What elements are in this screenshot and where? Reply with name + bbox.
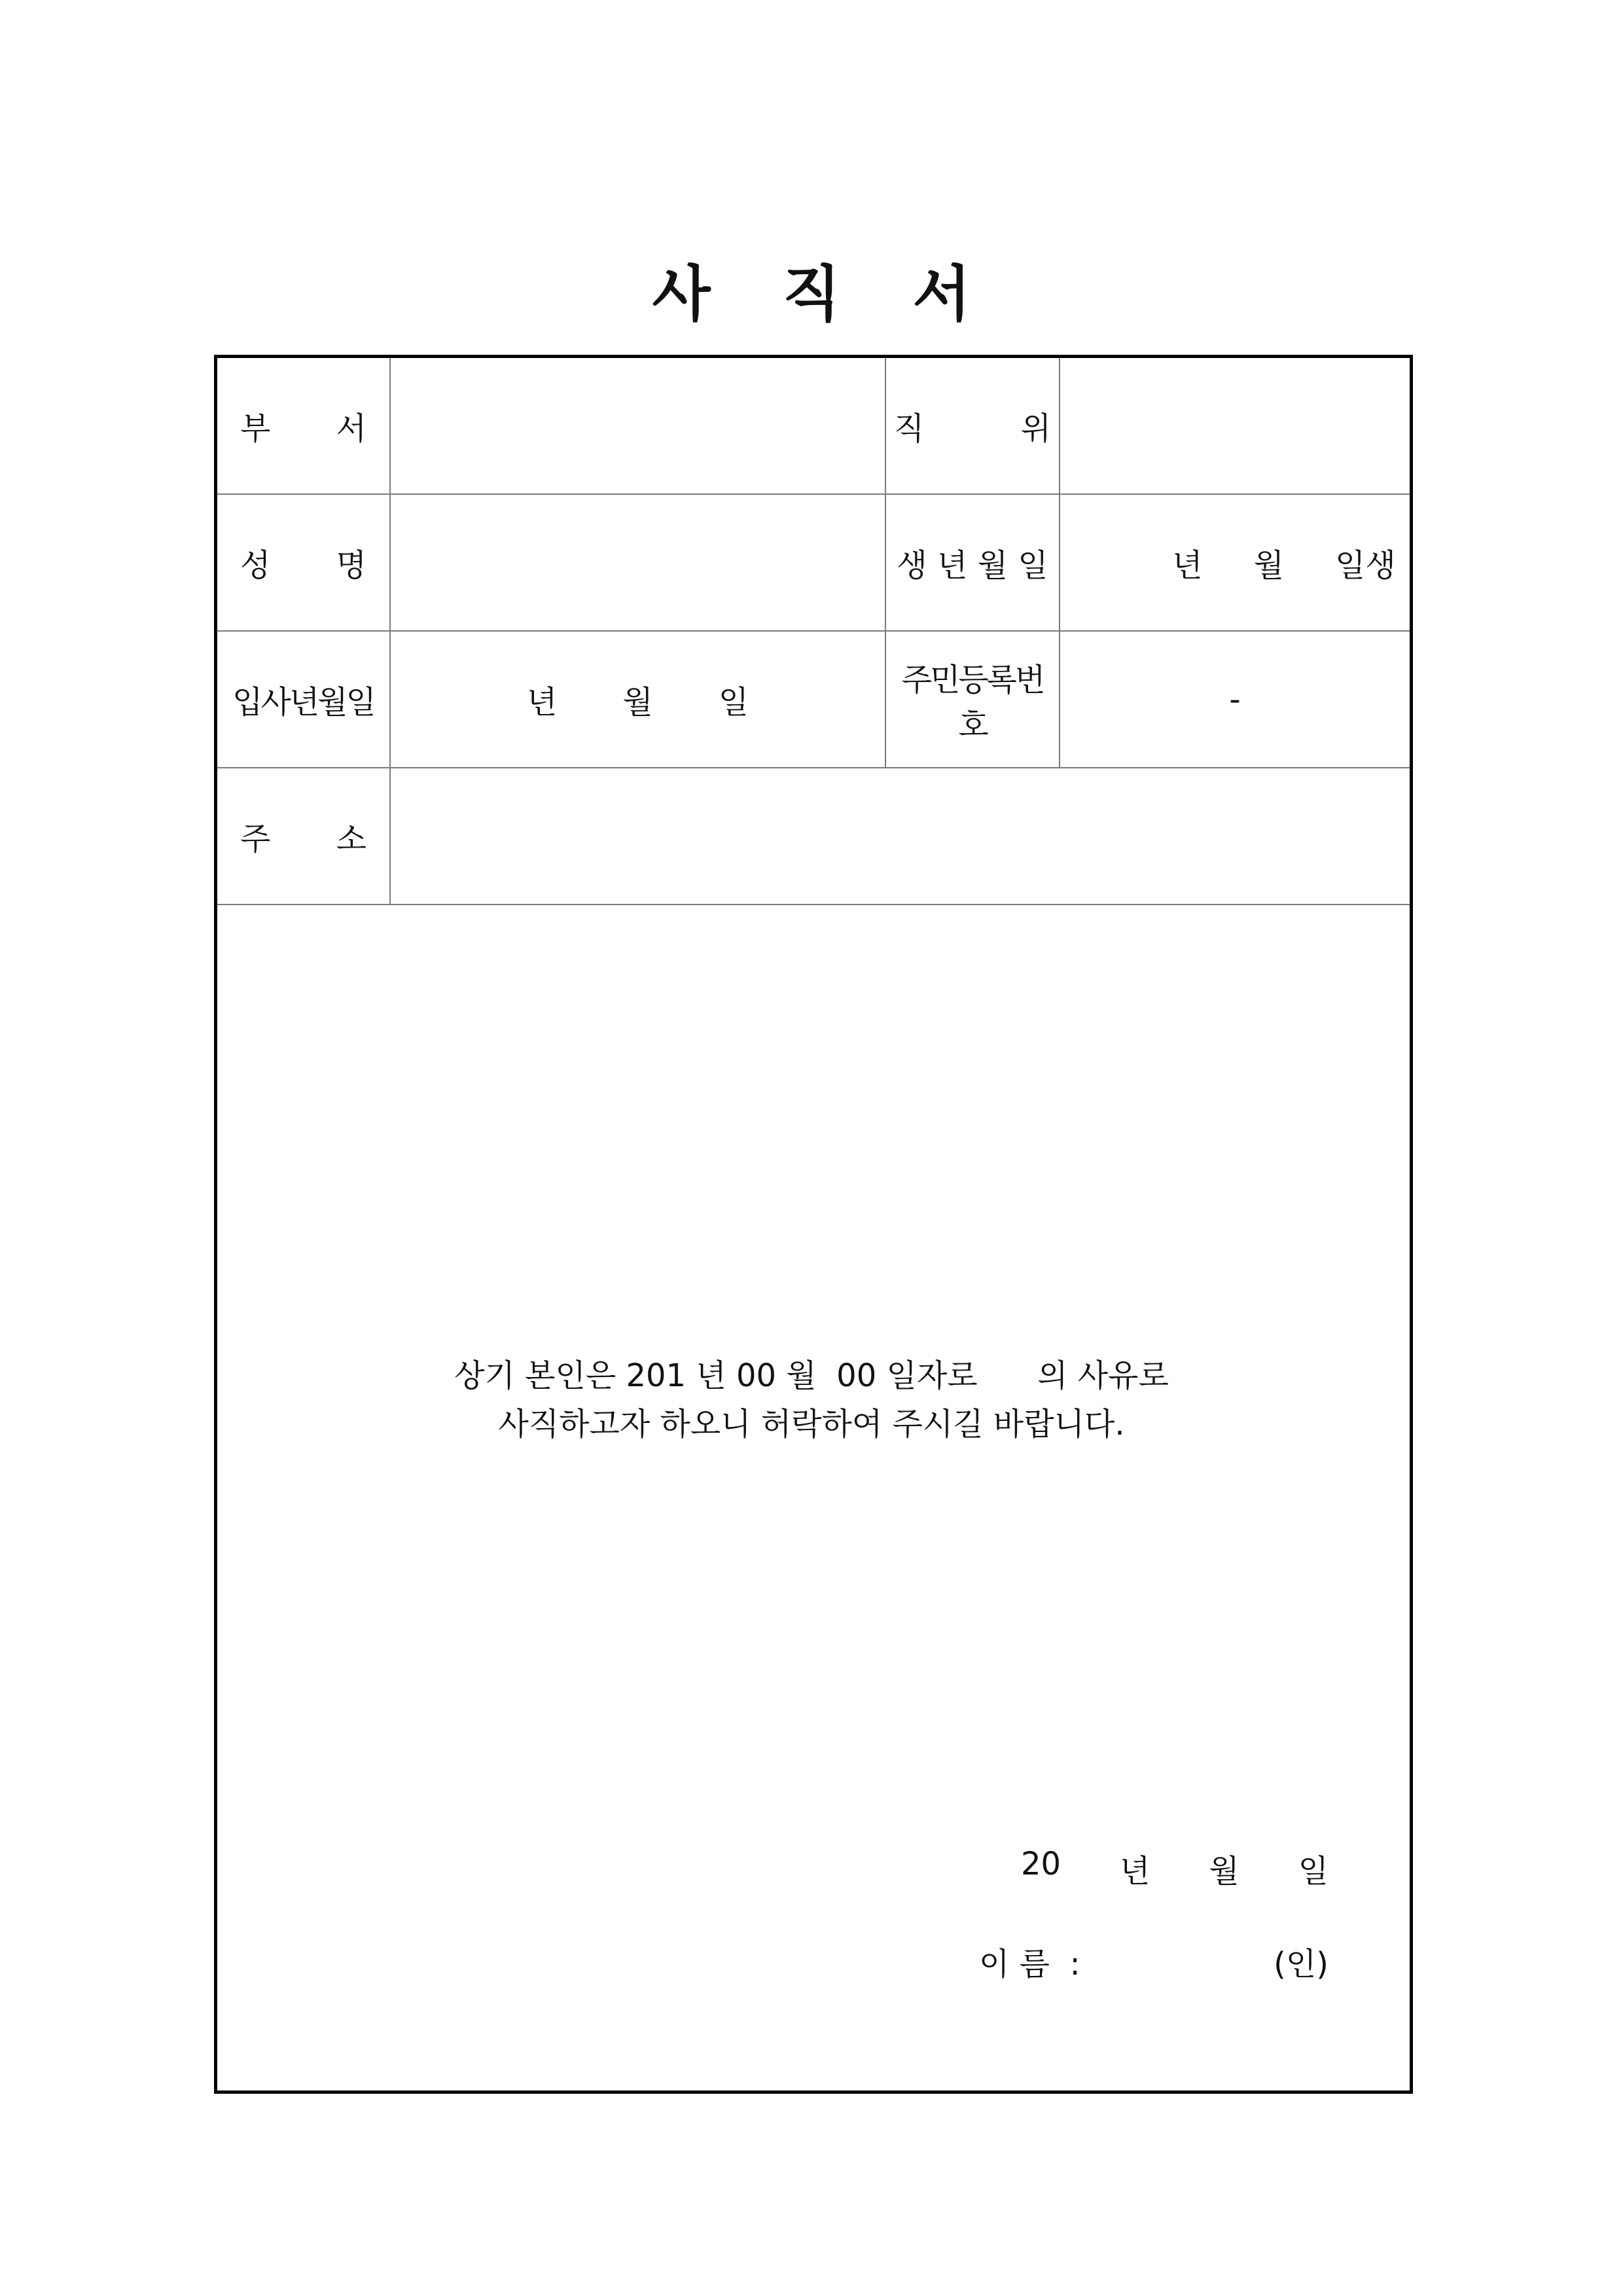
address-value-field[interactable] <box>391 768 1410 904</box>
title-char: 직 <box>782 259 841 329</box>
resident-no-value-field[interactable] <box>1060 632 1410 767</box>
birth-label: 생 년 월 일 <box>897 547 1048 584</box>
position-value-field[interactable] <box>1060 358 1410 493</box>
signature-name-line <box>979 1939 1329 1984</box>
resignation-statement <box>0 1352 1623 1448</box>
address-label-char: 소 <box>336 821 366 857</box>
department-label-cell <box>217 358 391 493</box>
date-year-unit: 년 <box>1120 1853 1150 1890</box>
position-label-cell <box>885 358 1060 493</box>
resignation-form <box>214 355 1413 2094</box>
address-label-cell <box>217 768 391 904</box>
resident-no-label-cell <box>885 632 1060 767</box>
name-label-char: 명 <box>336 547 366 584</box>
hire-year-unit: 년 <box>526 684 558 721</box>
form-row-name <box>217 495 1410 632</box>
department-label-char: 서 <box>336 410 366 447</box>
birth-day-unit: 일생 <box>1335 547 1396 584</box>
title-char: 사 <box>652 259 711 329</box>
statement-line-1: 상기 본인은 201 년 00 월 00 일자로 의 사유로 <box>454 1357 1169 1394</box>
form-row-department <box>217 358 1410 495</box>
address-label-char: 주 <box>240 821 271 857</box>
hire-date-label: 입사년월일 <box>232 684 374 721</box>
statement-line-2: 사직하고자 하오니 허락하여 주시길 바랍니다. <box>498 1406 1125 1443</box>
birth-label-cell <box>885 495 1060 630</box>
birth-year-unit: 년 <box>1172 547 1203 584</box>
department-value-field[interactable] <box>391 358 885 493</box>
date-day-unit: 일 <box>1298 1853 1329 1890</box>
resident-no-separator: - <box>1229 681 1241 718</box>
birth-value-field[interactable] <box>1060 495 1410 630</box>
resident-no-label: 주민등록번호 <box>901 661 1044 744</box>
position-label-char: 위 <box>1020 410 1051 447</box>
hire-day-unit: 일 <box>718 684 749 721</box>
name-label-char: 성 <box>240 547 271 584</box>
department-label-char: 부 <box>240 410 271 447</box>
form-row-address <box>217 768 1410 905</box>
title-char: 서 <box>912 259 971 329</box>
hire-date-label-cell <box>217 632 391 767</box>
date-year-prefix: 20 <box>1021 1846 1061 1882</box>
date-month-unit: 월 <box>1209 1853 1240 1890</box>
signature-seal: (인) <box>1274 1946 1329 1982</box>
signature-date <box>1021 1846 1329 1891</box>
document-title <box>0 259 1623 331</box>
form-row-hire-date <box>217 632 1410 768</box>
signature-name-label: 이 름 : <box>979 1946 1080 1982</box>
position-label-char: 직 <box>894 410 925 447</box>
name-label-cell <box>217 495 391 630</box>
birth-month-unit: 월 <box>1253 547 1284 584</box>
name-value-field[interactable] <box>391 495 885 630</box>
hire-date-value-field[interactable] <box>391 632 885 767</box>
hire-month-unit: 월 <box>622 684 653 721</box>
